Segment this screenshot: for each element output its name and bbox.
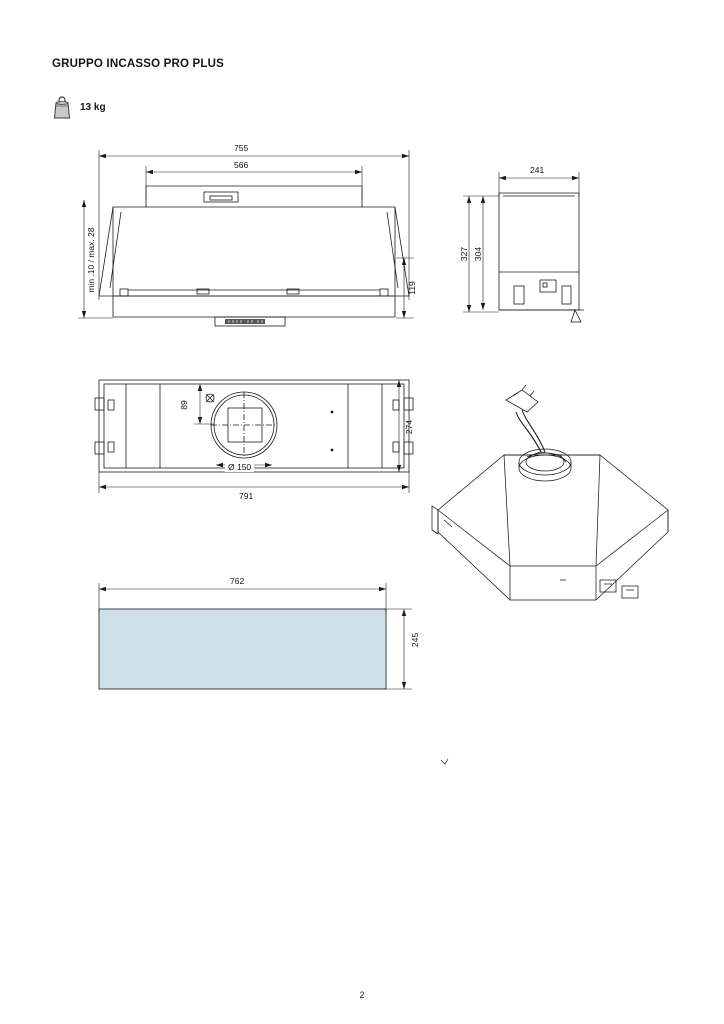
page-title: GRUPPO INCASSO PRO PLUS <box>52 58 225 70</box>
dim-front-inner-width: 566 <box>234 160 249 170</box>
dim-side-width: 241 <box>530 165 545 175</box>
page-number: 2 <box>359 990 365 1000</box>
dim-panel-width: 762 <box>230 576 245 586</box>
weight-value: 13 kg <box>80 101 106 113</box>
dim-top-outlet-offset: 89 <box>179 400 189 410</box>
dim-top-overall-length: 791 <box>239 491 254 501</box>
dim-front-overall-width: 755 <box>234 143 249 153</box>
dim-front-recess-depth: min .10 / max. 28 <box>86 227 96 293</box>
weight-spec <box>52 94 106 120</box>
dim-side-total-height: 327 <box>459 246 469 262</box>
weight-icon <box>52 94 72 120</box>
dim-outlet-diameter: Ø 150 <box>225 462 254 472</box>
dim-top-overall-depth: 274 <box>404 419 414 435</box>
dim-front-body-height: 119 <box>407 281 417 295</box>
dim-side-body-height: 304 <box>473 246 483 262</box>
dim-panel-height: 245 <box>410 632 420 648</box>
